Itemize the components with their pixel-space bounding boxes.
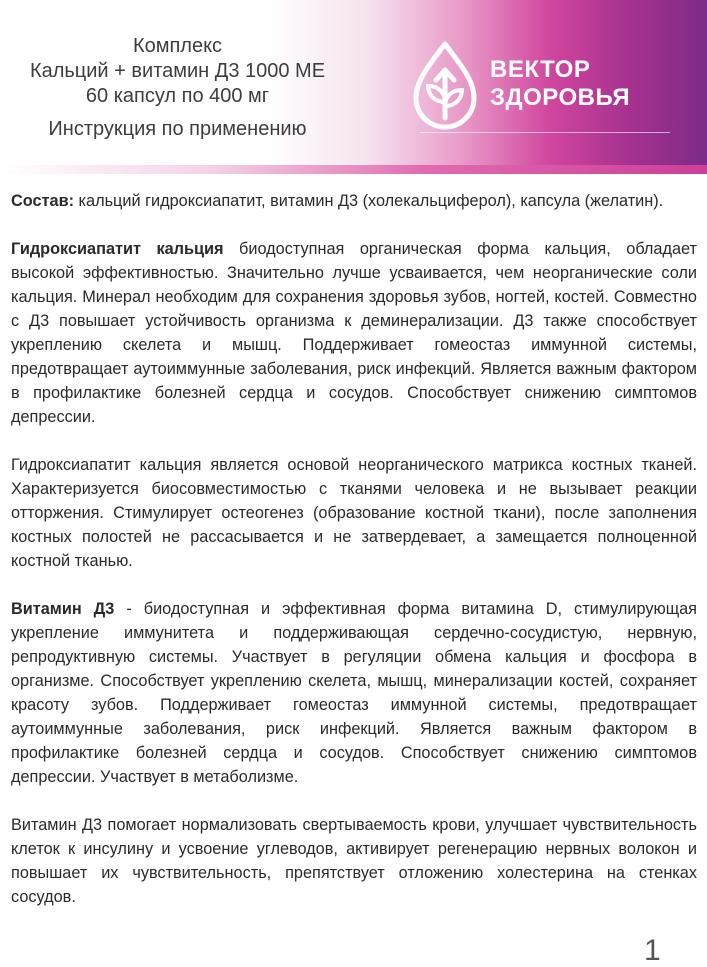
- brand-logo: [410, 40, 670, 136]
- vitamin-d3-more-text: Витамин Д3 помогает нормализовать свертываемость крови, улучшает чувствительность клеток к инсулину и усвоение углеводов, активирует регенерацию нервных волокон и повышает их чувствительность, препятствует отложению холестерина на стенках сосудов.: [11, 816, 697, 906]
- instruction-body: [11, 189, 697, 933]
- title-line-2: Кальций + витамин Д3 1000 МЕ: [29, 60, 326, 82]
- brand-name: [490, 56, 630, 112]
- document-subtitle: Инструкция по применению: [48, 118, 307, 140]
- hydroxyapatite-paragraph: [11, 237, 697, 429]
- hydroxyapatite-heading: Гидроксиапатит кальция: [11, 240, 224, 258]
- title-line-1: Комплекс: [132, 35, 223, 57]
- hydroxyapatite-text: биодоступная органическая форма кальция, обладает высокой эффективностью. Значительно лучше усваивается, чем неорганические соли кальция. Минерал необходим для сохранения здоровья зубов, ногтей, костей. Совместно с Д3 повышает устойчивость организма к деминерализации. Д3 также способствует укреплению скелета и мышц. Поддерживает гомеостаз иммунной системы, предотвращает аутоиммунные заболевания, риск инфекций. Является важным фактором в профилактике болезней сердца и сосудов. Способствует снижению симптомов депрессии.: [11, 240, 697, 426]
- brand-line-2: ЗДОРОВЬЯ: [490, 84, 631, 111]
- product-title: [0, 34, 355, 142]
- composition-heading: Состав:: [11, 192, 75, 210]
- vitamin-d3-heading: Витамин Д3: [11, 600, 115, 618]
- vitamin-d3-more-paragraph: [11, 813, 697, 909]
- matrix-paragraph: [11, 453, 697, 573]
- page-number: 1: [644, 934, 661, 967]
- vitamin-d3-paragraph: [11, 597, 697, 789]
- composition-text: кальций гидроксиапатит, витамин Д3 (холекальциферол), капсула (желатин).: [74, 192, 664, 210]
- vitamin-d3-text: - биодоступная и эффективная форма витамина D, стимулирующая укрепление иммунитета и поддерживающая сердечно-сосудистую, нервную, репродуктивную системы. Участвует в регуляции обмена кальция и фосфора в организме. Способствует укреплению скелета, мышц, минерализации костей, сохраняет красоту зубов. Поддерживает гомеостаз иммунной системы, предотвращает аутоиммунные заболевания, риск инфекций. Является важным фактором в профилактике болезней сердца и сосудов. Способствует снижению симптомов депрессии. Участвует в метаболизме.: [11, 600, 697, 786]
- header-banner: [0, 0, 707, 170]
- title-line-3: 60 капсул по 400 мг: [85, 85, 270, 107]
- brand-line-1: ВЕКТОР: [490, 56, 591, 83]
- composition-paragraph: [11, 189, 697, 213]
- header-accent-bar: [0, 165, 707, 174]
- matrix-text: Гидроксиапатит кальция является основой неорганического матрикса костных тканей. Характеризуется биосовместимостью с тканями человека и не вызывает реакции отторжения. Стимулирует остеогенез (образование костной ткани), после заполнения костных полостей не рассасывается и не затвердевает, а замещается полноценной костной тканью.: [11, 456, 697, 570]
- drop-leaf-icon: [410, 40, 480, 130]
- logo-divider: [420, 132, 670, 133]
